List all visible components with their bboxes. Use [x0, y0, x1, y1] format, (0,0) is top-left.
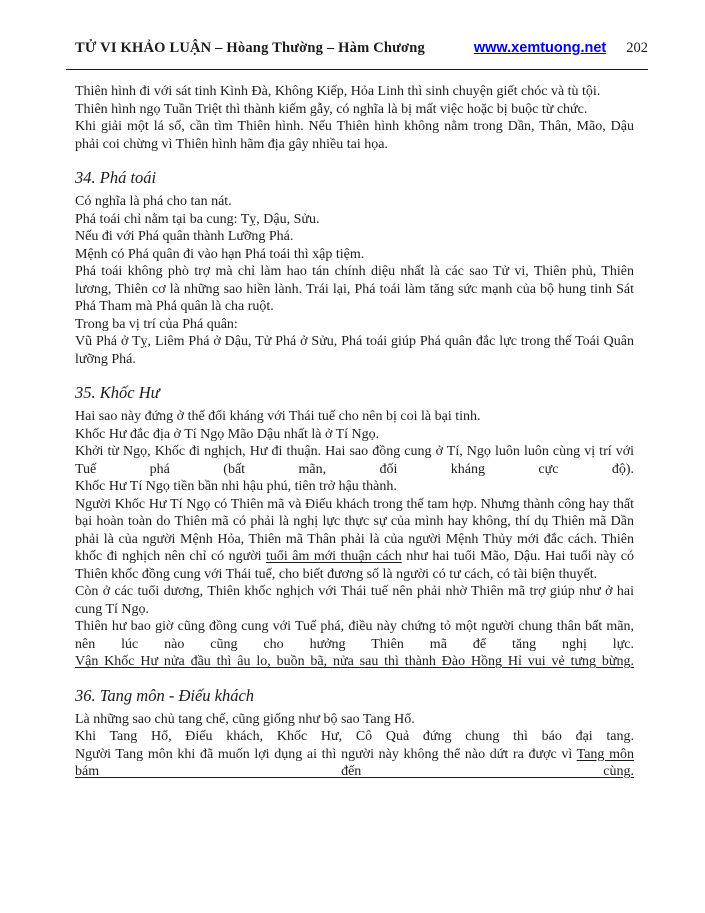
- text-run: Khi giải một lá số, cần tìm Thiên hình. Nếu Thiên hình không nằm trong Dần, Thân, Mão, Dậu phải coi chừng vì Thiên hình hãm địa gây nhiều tai họa.: [75, 119, 634, 152]
- header-title: TỬ VI KHẢO LUẬN – Hòang Thường – Hàm Chương: [75, 40, 425, 56]
- page-header: [66, 0, 648, 57]
- paragraph: [75, 478, 634, 496]
- text-run: Còn ở các tuổi dương, Thiên khốc nghịch với Thái tuế nên phải nhờ Thiên mã trợ giúp như ở hai cung Tí Ngọ.: [75, 584, 634, 617]
- text-run: Khốc Hư Tí Ngọ tiền bần nhi hậu phú, tiên trở hậu thành.: [75, 479, 397, 494]
- paragraph: [75, 728, 634, 746]
- paragraph: [75, 636, 634, 654]
- text-run: Tuế phá (bất mãn, đối kháng cực độ).: [75, 461, 634, 477]
- paragraph: [75, 118, 634, 153]
- underlined-text-run: tuổi âm mới thuận cách: [266, 549, 402, 564]
- paragraph: [75, 583, 634, 618]
- text-run: Vũ Phá ở Tỵ, Liêm Phá ở Dậu, Tử Phá ở Sửu, Phá toái giúp Phá quân đắc lực trong thế Toái Quân lưỡng Phá.: [75, 334, 634, 367]
- paragraph: [75, 426, 634, 444]
- text-run: Khi Tang Hổ, Điếu khách, Khốc Hư, Cô Quả đứng chung thì báo đại tang.: [75, 729, 634, 744]
- text-run: Có nghĩa là phá cho tan nát.: [75, 194, 232, 209]
- header-divider: [66, 69, 648, 70]
- paragraph: [75, 333, 634, 368]
- paragraph: [75, 711, 634, 729]
- paragraph: [75, 746, 634, 764]
- text-run: Người Tang môn khi đã muốn lợi dụng ai thì người này không thể nào dứt ra được vì: [75, 746, 577, 762]
- site-link[interactable]: www.xemtuong.net: [473, 40, 607, 56]
- document-body: [75, 83, 634, 781]
- underlined-text-run: Tang môn: [576, 746, 634, 762]
- paragraph: [75, 461, 634, 479]
- header-right-group: [474, 40, 648, 57]
- paragraph: [75, 228, 634, 246]
- text-run: Nếu đi với Phá quân thành Lưỡng Phá.: [75, 229, 294, 244]
- text-run: Thiên hình đi với sát tinh Kình Đà, Không Kiếp, Hỏa Linh thì sinh chuyện giết chóc và tù tội.: [75, 84, 601, 99]
- paragraph: [75, 763, 634, 781]
- text-run: như hai tuổi Mão, Dậu. Hai tuổi này có Thiên khốc đồng cung với Thái tuế, cho biết đương số là người có tư cách, có tài biện thuyết.: [75, 549, 634, 582]
- paragraph: [75, 443, 634, 461]
- paragraph: [75, 193, 634, 211]
- text-run: Phá toái không phò trợ mà chỉ làm hao tán chính diệu nhất là các sao Tử vi, Thiên phủ, Thiên lương, Thiên cơ là những sao hiền lành. Trái lại, Phá toái làm tăng sức mạnh của bộ hung tinh Sát Phá Tham mà Phá quân là cha ruột.: [75, 264, 634, 314]
- text-run: Thiên hình ngọ Tuần Triệt thì thành kiếm gẫy, có nghĩa là bị mất việc hoặc bị buộc từ chức.: [75, 101, 588, 117]
- text-run: Phá toái chỉ nằm tại ba cung: Tỵ, Dậu, Sửu.: [75, 211, 320, 227]
- paragraph: [75, 211, 634, 229]
- paragraph: [75, 101, 634, 119]
- paragraph: [75, 653, 634, 671]
- underlined-text-run: Vận Khốc Hư nửa đầu thì âu lo, buồn bã, nửa sau thì thành Đào Hồng Hỉ vui vẻ tưng bừng.: [75, 654, 634, 669]
- paragraph: [75, 246, 634, 264]
- paragraph: [75, 316, 634, 334]
- paragraph: [75, 618, 634, 636]
- text-run: Thiên hư bao giờ cũng đồng cung với Tuế phá, điều này chứng tỏ một người chung thân bất mãn,: [75, 619, 634, 634]
- underlined-text-run: bám đến cùng.: [75, 764, 634, 779]
- text-run: 35. Khốc Hư: [75, 383, 160, 402]
- paragraph: [75, 496, 634, 584]
- text-run: Trong ba vị trí của Phá quân:: [75, 316, 238, 332]
- section-heading: [75, 168, 634, 188]
- paragraph: [75, 408, 634, 426]
- text-run: Hai sao này đứng ở thế đối kháng với Thái tuế cho nên bị coi là bại tinh.: [75, 409, 481, 424]
- paragraph: [75, 83, 634, 101]
- text-run: nên lúc nào cũng cho hưởng Thiên mã để tăng nghị lực.: [75, 636, 634, 652]
- text-run: 34. Phá toái: [75, 168, 157, 187]
- page-number: 202: [626, 40, 648, 56]
- text-run: 36. Tang môn - Điếu khách: [75, 685, 255, 705]
- text-run: Mệnh có Phá quân đi vào hạn Phá toái thì xập tiệm.: [75, 246, 365, 262]
- section-heading: [75, 686, 634, 706]
- text-run: Khốc Hư đắc địa ở Tí Ngọ Mão Dậu nhất là ở Tí Ngọ.: [75, 426, 380, 442]
- section-heading: [75, 383, 634, 403]
- text-run: Người Khốc Hư Tí Ngọ có Thiên mã và Điếu khách trong thế tam hợp. Nhưng thành công hay thất bại hoàn toàn do Thiên mã có phải là nghị lực thực sự của mình hay không, thí dụ Thiên mã Dần phải là của người Mệnh Hỏa, Thiên mã Thân phải là của người Mệnh Thủy mới đắc cách. Thiên khốc đi nghịch nên chỉ có người: [75, 496, 634, 564]
- paragraph: [75, 263, 634, 316]
- text-run: Khởi từ Ngọ, Khốc đi nghịch, Hư đi thuận. Hai sao đồng cung ở Tí, Ngọ luôn luôn cùng vị trí với: [75, 444, 634, 459]
- text-run: Là những sao chủ tang chế, cũng giống như bộ sao Tang Hổ.: [75, 711, 415, 727]
